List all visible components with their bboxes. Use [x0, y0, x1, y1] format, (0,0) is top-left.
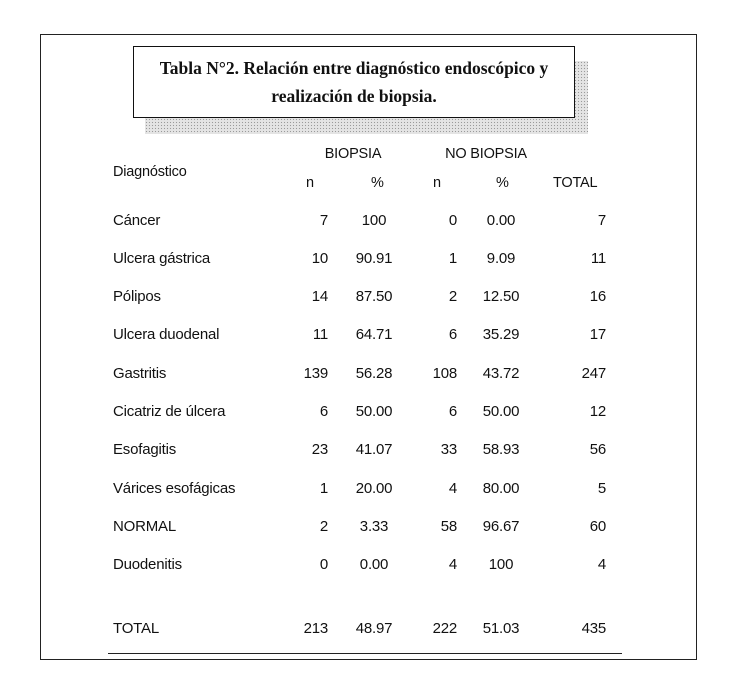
cell-total: 7 [597, 212, 606, 229]
cell-no-biopsia-pct: 96.67 [482, 518, 520, 535]
cell-total: 60 [589, 518, 606, 535]
cell-total: 56 [589, 441, 606, 458]
cell-biopsia-pct: 87.50 [355, 288, 393, 305]
cell-total: 435 [581, 620, 606, 637]
cell-no-biopsia-pct: 0.00 [486, 212, 516, 229]
cell-total: 17 [589, 326, 606, 343]
cell-total: 5 [597, 480, 606, 497]
cell-total: 12 [589, 403, 606, 420]
header-no-biopsia-n: n [433, 175, 441, 191]
cell-biopsia-n: 23 [311, 441, 328, 458]
header-no-biopsia-pct: % [496, 175, 509, 191]
cell-no-biopsia-n: 0 [448, 212, 457, 229]
cell-no-biopsia-pct: 12.50 [482, 288, 520, 305]
cell-no-biopsia-pct: 80.00 [482, 480, 520, 497]
header-no-biopsia: NO BIOPSIA [445, 146, 527, 162]
cell-no-biopsia-pct: 100 [488, 556, 514, 573]
cell-biopsia-n: 213 [303, 620, 328, 637]
title-line-1: Tabla N°2. Relación entre diagnóstico endoscópico y [159, 58, 549, 78]
bottom-rule [108, 653, 622, 654]
cell-diagnostico: Cicatriz de úlcera [113, 403, 226, 420]
cell-biopsia-pct: 41.07 [355, 441, 393, 458]
cell-biopsia-pct: 3.33 [359, 518, 389, 535]
cell-no-biopsia-n: 1 [448, 250, 457, 267]
cell-no-biopsia-n: 4 [448, 556, 457, 573]
cell-biopsia-n: 2 [319, 518, 328, 535]
cell-biopsia-n: 6 [319, 403, 328, 420]
cell-biopsia-pct: 64.71 [355, 326, 393, 343]
cell-diagnostico: Duodenitis [113, 556, 182, 573]
cell-total: 247 [581, 365, 606, 382]
cell-biopsia-pct: 56.28 [355, 365, 393, 382]
cell-diagnostico: Esofagitis [113, 441, 177, 458]
cell-no-biopsia-pct: 43.72 [482, 365, 520, 382]
cell-biopsia-n: 14 [311, 288, 328, 305]
cell-no-biopsia-n: 33 [440, 441, 457, 458]
cell-no-biopsia-n: 6 [448, 326, 457, 343]
cell-total: 11 [590, 250, 606, 267]
cell-no-biopsia-n: 6 [448, 403, 457, 420]
cell-biopsia-pct: 48.97 [355, 620, 393, 637]
cell-total: 4 [597, 556, 606, 573]
header-biopsia: BIOPSIA [324, 146, 382, 162]
cell-biopsia-n: 1 [319, 480, 328, 497]
cell-biopsia-pct: 20.00 [355, 480, 393, 497]
cell-diagnostico: NORMAL [113, 518, 176, 535]
cell-biopsia-pct: 50.00 [355, 403, 393, 420]
title-line-2: realización de biopsia. [271, 86, 437, 106]
cell-diagnostico: Ulcera gástrica [113, 250, 211, 267]
cell-biopsia-pct: 90.91 [355, 250, 393, 267]
cell-biopsia-n: 11 [312, 326, 328, 343]
cell-no-biopsia-pct: 50.00 [482, 403, 520, 420]
cell-diagnostico: Ulcera duodenal [113, 326, 220, 343]
header-biopsia-pct: % [371, 175, 384, 191]
header-total: TOTAL [553, 175, 598, 191]
cell-no-biopsia-n: 222 [432, 620, 457, 637]
cell-diagnostico: Várices esofágicas [113, 480, 236, 497]
cell-no-biopsia-n: 2 [448, 288, 457, 305]
cell-no-biopsia-n: 58 [440, 518, 457, 535]
cell-biopsia-pct: 0.00 [359, 556, 389, 573]
cell-biopsia-n: 0 [319, 556, 328, 573]
table-title [133, 46, 575, 118]
cell-no-biopsia-pct: 58.93 [482, 441, 520, 458]
cell-diagnostico: Cáncer [113, 212, 161, 229]
cell-diagnostico: Pólipos [113, 288, 161, 305]
cell-biopsia-n: 139 [303, 365, 328, 382]
cell-diagnostico: TOTAL [113, 620, 159, 637]
cell-biopsia-n: 7 [319, 212, 328, 229]
cell-no-biopsia-pct: 9.09 [486, 250, 516, 267]
header-diagnostico: Diagnóstico [113, 164, 187, 180]
cell-no-biopsia-pct: 51.03 [482, 620, 520, 637]
cell-no-biopsia-n: 108 [432, 365, 457, 382]
cell-total: 16 [589, 288, 606, 305]
cell-biopsia-pct: 100 [361, 212, 387, 229]
cell-no-biopsia-pct: 35.29 [482, 326, 520, 343]
cell-diagnostico: Gastritis [113, 365, 167, 382]
header-biopsia-n: n [306, 175, 314, 191]
cell-biopsia-n: 10 [311, 250, 328, 267]
cell-no-biopsia-n: 4 [448, 480, 457, 497]
